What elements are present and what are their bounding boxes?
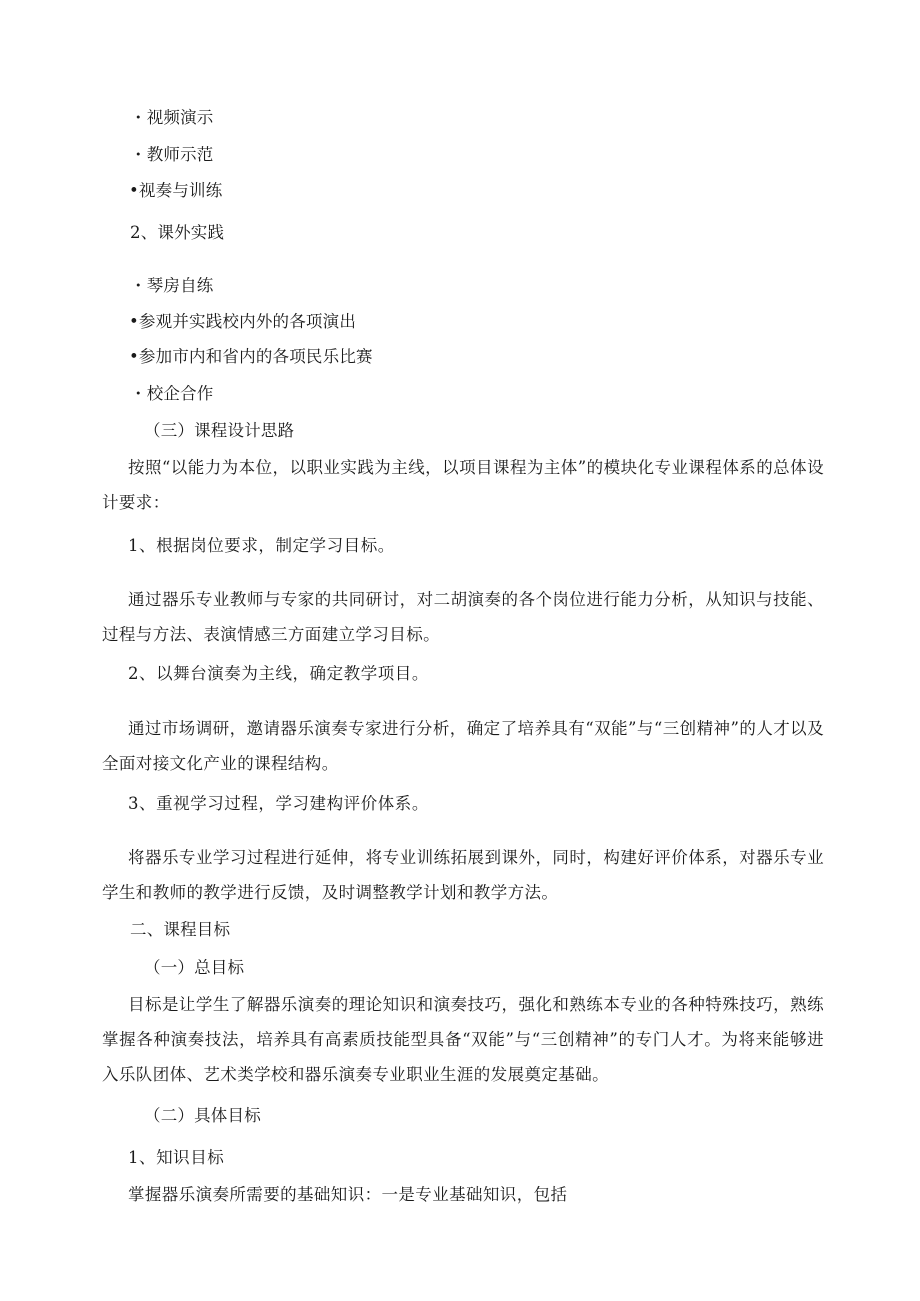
- paragraph: 目标是让学生了解器乐演奏的理论知识和演奏技巧，强化和熟练本专业的各种特殊技巧，熟练掌握各种演奏技法，培养具有高素质技能型具备“双能”与“三创精神”的专门人才。为将来能够进入乐队团体、艺术类学校和器乐演奏专业职业生涯的发展奠定基础。: [102, 995, 824, 1084]
- bullet-item: ・教师示范: [130, 145, 214, 164]
- subsection-heading: （三）课程设计思路: [144, 421, 295, 440]
- chapter-heading: 二、课程目标: [130, 920, 231, 939]
- bullet-item: •参观并实践校内外的各项演出: [129, 312, 357, 331]
- paragraph: 通过器乐专业教师与专家的共同研讨，对二胡演奏的各个岗位进行能力分析，从知识与技能、过程与方法、表演情感三方面建立学习目标。: [102, 590, 824, 644]
- subsection-heading: （一）总目标: [144, 958, 245, 977]
- paragraph: 按照“以能力为本位，以职业实践为主线，以项目课程为主体”的模块化专业课程体系的总体设计要求：: [102, 458, 824, 512]
- bullet-item: ・视频演示: [130, 108, 214, 127]
- numbered-item-title: 1、根据岗位要求，制定学习目标。: [128, 536, 395, 555]
- section-heading: 2、课外实践: [130, 223, 225, 242]
- paragraph: 掌握器乐演奏所需要的基础知识：一是专业基础知识，包括: [128, 1185, 568, 1204]
- numbered-item-title: 1、知识目标: [128, 1148, 225, 1167]
- paragraph: 通过市场调研，邀请器乐演奏专家进行分析，确定了培养具有“双能”与“三创精神”的人才以及全面对接文化产业的课程结构。: [102, 719, 824, 773]
- subsection-heading: （二）具体目标: [144, 1106, 261, 1125]
- numbered-item-title: 3、重视学习过程，学习建构评价体系。: [128, 794, 429, 813]
- paragraph: 将器乐专业学习过程进行延伸，将专业训练拓展到课外，同时，构建好评价体系，对器乐专业学生和教师的教学进行反馈，及时调整教学计划和教学方法。: [102, 848, 824, 902]
- bullet-item: ・琴房自练: [130, 276, 214, 295]
- bullet-item: •参加市内和省内的各项民乐比赛: [129, 347, 373, 366]
- bullet-item: •视奏与训练: [129, 181, 223, 200]
- bullet-item: ・校企合作: [130, 384, 214, 403]
- numbered-item-title: 2、以舞台演奏为主线，确定教学项目。: [128, 664, 429, 683]
